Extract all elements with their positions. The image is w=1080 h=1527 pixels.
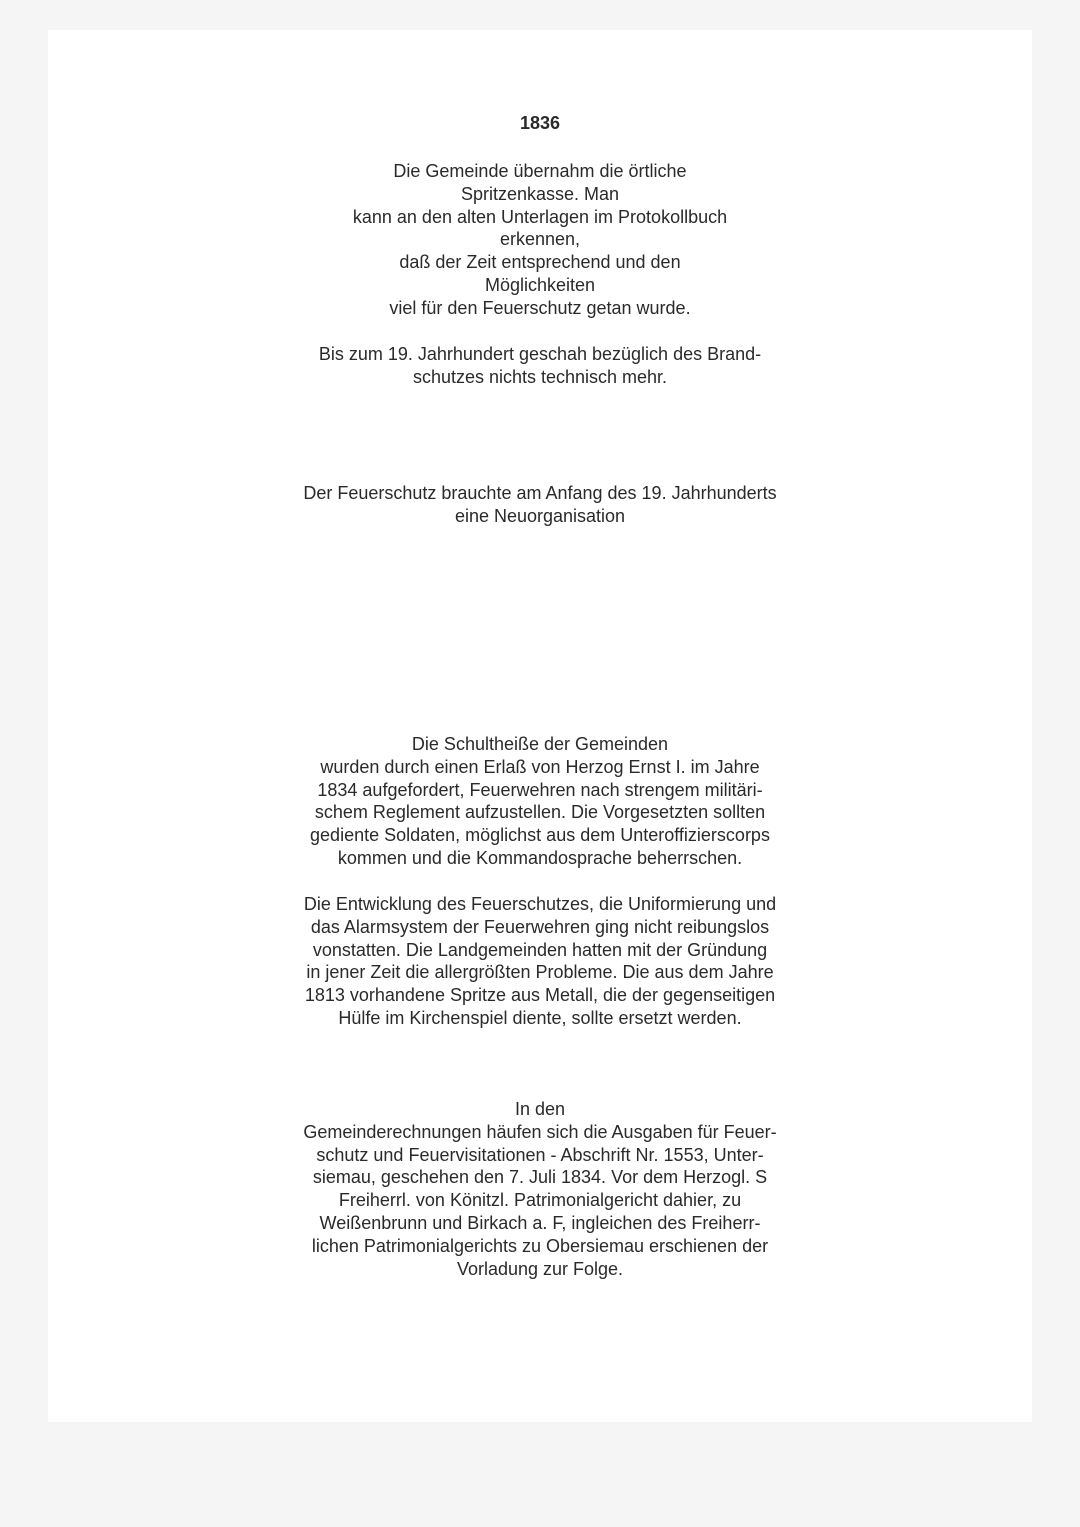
text-line: 1813 vorhandene Spritze aus Metall, die der gegenseitigen [304, 985, 776, 1006]
text-line: 1834 aufgefordert, Feuerwehren nach strengem militäri- [317, 779, 763, 800]
text-line: Vorladung zur Folge. [456, 1258, 624, 1279]
text-line: viel für den Feuerschutz getan wurde. [389, 297, 691, 318]
text-line: Gemeinderechnungen häufen sich die Ausgaben für Feuer- [303, 1121, 777, 1142]
text-line: siemau, geschehen den 7. Juli 1834. Vor dem Herzogl. S [312, 1167, 768, 1188]
text-line: kommen und die Kommandosprache beherrschen. [337, 847, 743, 868]
text-line: schutzes nichts technisch mehr. [412, 366, 668, 387]
text-line: daß der Zeit entsprechend und den [399, 252, 681, 273]
text-line: Freiherrl. von Könitzl. Patrimonialgericht dahier, zu [338, 1190, 742, 1211]
text-line: wurden durch einen Erlaß von Herzog Ernst I. im Jahre [320, 756, 760, 777]
paragraph-3 [0, 482, 1080, 528]
text-line: Weißenbrunn und Birkach a. F, ingleichen des Freiherr- [319, 1212, 761, 1233]
year-heading: 1836 [519, 113, 561, 133]
text-line: Bis zum 19. Jahrhundert geschah bezüglich des Brand- [318, 344, 762, 364]
text-line: Die Schultheiße der Gemeinden [411, 734, 669, 754]
text-line: Die Gemeinde übernahm die örtliche [393, 161, 687, 181]
text-line: lichen Patrimonialgerichts zu Obersiemau erschienen der [311, 1235, 769, 1256]
text-line: schem Reglement aufzustellen. Die Vorgesetzten sollten [314, 802, 766, 823]
text-line: das Alarmsystem der Feuerwehren ging nicht reibungslos [310, 916, 770, 937]
text-line: Möglichkeiten [484, 274, 596, 295]
paragraph-6 [0, 1098, 1080, 1280]
paragraph-1 [0, 160, 1080, 320]
paragraph-4 [0, 733, 1080, 870]
text-line: Hülfe im Kirchenspiel diente, sollte ersetzt werden. [338, 1007, 742, 1028]
text-line: Der Feuerschutz brauchte am Anfang des 19. Jahrhunderts [303, 483, 777, 503]
text-line: vonstatten. Die Landgemeinden hatten mit der Gründung [312, 939, 768, 960]
document-page [48, 30, 1032, 1422]
text-line: in jener Zeit die allergrößten Probleme. Die aus dem Jahre [306, 962, 774, 983]
text-line: Spritzenkasse. Man [460, 183, 620, 204]
text-line: Die Entwicklung des Feuerschutzes, die Uniformierung und [303, 894, 777, 914]
paragraph-5 [0, 893, 1080, 1030]
text-line: kann an den alten Unterlagen im Protokollbuch [352, 206, 728, 227]
text-line: In den [514, 1099, 566, 1119]
page-heading [0, 112, 1080, 135]
paragraph-2 [0, 343, 1080, 389]
text-line: schutz und Feuervisitationen - Abschrift Nr. 1553, Unter- [316, 1144, 764, 1165]
text-line: gediente Soldaten, möglichst aus dem Unteroffizierscorps [310, 825, 770, 846]
text-line: eine Neuorganisation [454, 505, 626, 526]
text-line: erkennen, [499, 229, 581, 250]
